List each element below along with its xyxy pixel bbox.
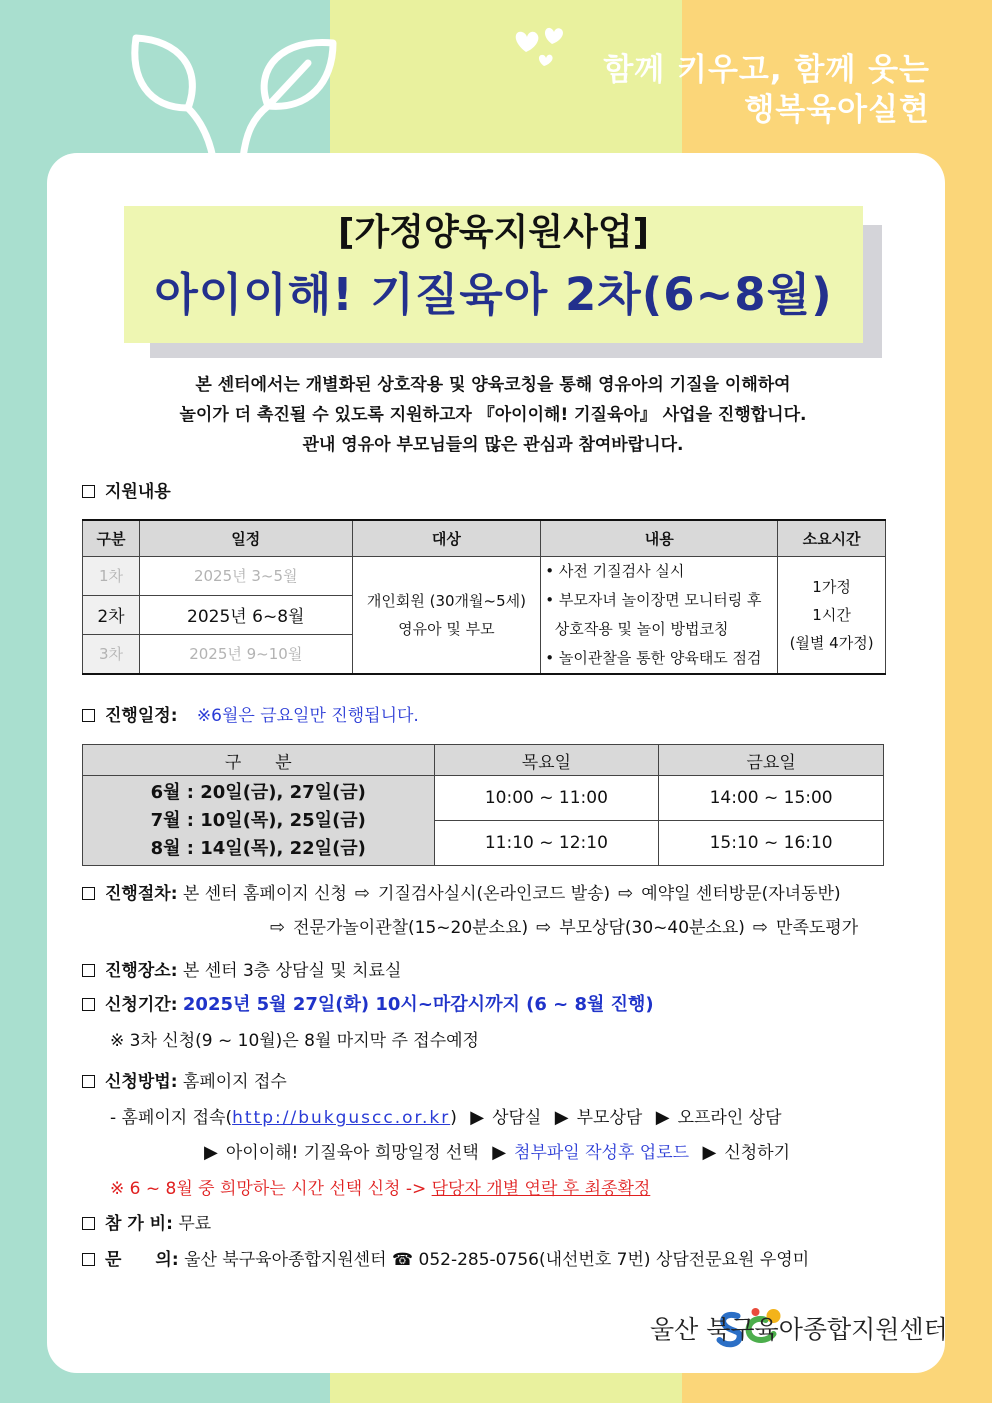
hearts-icon: [508, 22, 578, 72]
duration-line-2: 1시간: [812, 605, 851, 624]
center-logo-text: 울산 북구육아종합지원센터: [650, 1315, 948, 1344]
schedule-table-header: [83, 745, 884, 776]
triangle-right-icon: ▶: [554, 1107, 569, 1128]
procedure-step: 부모상담(30~40분소요): [559, 918, 745, 938]
apply-step: 부모상담: [576, 1108, 643, 1128]
apply-period-note: ※ 3차 신청(9 ~ 10월)은 8월 마지막 주 접수예정: [110, 1031, 479, 1051]
apply-method-label: 신청방법:: [105, 1072, 178, 1092]
procedure-line-1: [82, 883, 841, 905]
friday-slot: 14:00 ~ 15:00: [659, 776, 884, 821]
apply-period-value: 2025년 5월 27일(화) 10시~마감시까지 (6 ~ 8월 진행): [182, 994, 654, 1015]
round-cell: 3차: [83, 634, 140, 673]
arrow-right-icon: ⇨: [354, 883, 371, 904]
place-value: 본 센터 3층 상담실 및 치료실: [182, 961, 402, 981]
procedure-line-2: [262, 917, 858, 939]
dates-july: 7월 : 10일(목), 25일(금): [150, 809, 366, 831]
duration-line-3: (월별 4가정): [789, 633, 874, 652]
content-line-3: 상호작용 및 놀이 방법코칭: [545, 619, 729, 638]
homepage-link[interactable]: http://bukguscc.or.kr: [232, 1108, 451, 1128]
support-table: [82, 519, 886, 675]
fee-label: 참 가 비:: [105, 1214, 173, 1234]
apply-step: 아이이해! 기질육아 희망일정 선택: [225, 1143, 479, 1163]
col-friday: 금요일: [659, 745, 884, 776]
support-heading-label: 지원내용: [105, 482, 171, 502]
fee-value: 무료: [178, 1214, 212, 1234]
checkbox-bullet-icon: [82, 964, 95, 977]
contact-line: [82, 1249, 809, 1271]
arrow-right-icon: ⇨: [270, 917, 286, 938]
col-content: 내용: [541, 520, 778, 556]
friday-slot: 15:10 ~ 16:10: [659, 821, 884, 866]
apply-step: 신청하기: [724, 1143, 791, 1163]
place-label: 진행장소:: [105, 961, 178, 981]
dates-june: 6월 : 20일(금), 27일(금): [150, 781, 366, 803]
schedule-note: ※6월은 금요일만 진행됩니다.: [196, 706, 419, 726]
fee-line: [82, 1213, 211, 1235]
duration-line-1: 1가정: [812, 577, 851, 596]
round-cell: 1차: [83, 556, 140, 595]
triangle-right-icon: ▶: [470, 1107, 485, 1128]
triangle-right-icon: ▶: [655, 1107, 670, 1128]
place-line: [82, 960, 401, 982]
apply-period-line: [82, 994, 654, 1016]
triangle-right-icon: ▶: [492, 1142, 507, 1163]
checkbox-bullet-icon: [82, 1253, 95, 1266]
triangle-right-icon: ▶: [702, 1142, 717, 1163]
schedule-section-heading: [82, 705, 419, 727]
content-line-2: • 부모자녀 놀이장면 모니터링 후: [545, 590, 762, 609]
contact-phone: ☎ 052-285-0756(내선번호 7번) 상담전문요원 우영미: [391, 1250, 810, 1270]
col-period: 일정: [139, 520, 352, 556]
contact-label: 문 의:: [105, 1250, 179, 1270]
procedure-label: 진행절차:: [105, 884, 178, 904]
checkbox-bullet-icon: [82, 485, 95, 498]
col-division: 구 분: [83, 745, 435, 776]
table-row: [83, 776, 884, 821]
procedure-step: 만족도평가: [776, 918, 859, 938]
program-category-title: [가정양육지원사업]: [337, 212, 650, 253]
col-duration: 소요시간: [778, 520, 886, 556]
procedure-step: 예약일 센터방문(자녀동반): [641, 884, 841, 904]
apply-method-steps-1: [110, 1107, 782, 1129]
content-cell: [541, 556, 778, 674]
procedure-step: 전문가놀이관찰(15~20분소요): [293, 918, 529, 938]
checkbox-bullet-icon: [82, 1075, 95, 1088]
arrow-right-icon: ⇨: [752, 917, 769, 938]
checkbox-bullet-icon: [82, 1217, 95, 1230]
apply-warning: [110, 1178, 650, 1200]
contact-org: 울산 북구육아종합지원센터: [184, 1250, 387, 1270]
period-cell: 2025년 6~8월: [139, 595, 352, 634]
checkbox-bullet-icon: [82, 998, 95, 1011]
support-table-header: [83, 520, 886, 556]
period-cell: 2025년 9~10월: [139, 634, 352, 673]
content-line-1: • 사전 기질검사 실시: [545, 561, 685, 580]
content-line-4: • 놀이관찰을 통한 양육태도 점검: [545, 648, 762, 667]
support-section-heading: [82, 481, 171, 503]
col-round: 구분: [83, 520, 140, 556]
apply-method-line: [82, 1071, 287, 1093]
header-slogan: [603, 50, 930, 130]
apply-method-steps-2: [196, 1142, 790, 1164]
round-cell: 2차: [83, 595, 140, 634]
schedule-heading-label: 진행일정:: [105, 706, 178, 726]
col-target: 대상: [352, 520, 541, 556]
checkbox-bullet-icon: [82, 709, 95, 722]
apply-step: 상담실: [492, 1108, 542, 1128]
period-cell: 2025년 3~5월: [139, 556, 352, 595]
warning-prefix: ※ 6 ~ 8월 중 희망하는 시간 선택 신청 ->: [110, 1179, 427, 1199]
dates-august: 8월 : 14일(목), 22일(금): [150, 837, 366, 859]
procedure-step: 본 센터 홈페이지 신청: [182, 884, 347, 904]
procedure-step: 기질검사실시(온라인코드 발송): [378, 884, 611, 904]
target-cell: [352, 556, 541, 674]
warning-highlight: 담당자 개별 연락 후 최종확정: [431, 1179, 651, 1199]
slogan-line-2: 행복육아실현: [744, 92, 930, 128]
title-box: [124, 206, 863, 343]
apply-method-value: 홈페이지 접수: [182, 1072, 287, 1092]
arrow-right-icon: ⇨: [618, 883, 634, 904]
program-title: 아이이해! 기질육아 2차(6~8월): [154, 268, 833, 321]
intro-line-2: 놀이가 더 촉진될 수 있도록 지원하고자 『아이이해! 기질육아』 사업을 진행합니다.: [179, 405, 807, 425]
schedule-table: [82, 744, 884, 866]
triangle-right-icon: ▶: [204, 1142, 218, 1163]
arrow-right-icon: ⇨: [536, 917, 552, 938]
checkbox-bullet-icon: [82, 887, 95, 900]
dates-cell: [83, 776, 435, 866]
leaves-icon: [118, 18, 348, 160]
apply-step-upload: 첨부파일 작성후 업로드: [514, 1143, 690, 1163]
apply-period-label: 신청기간:: [105, 995, 178, 1015]
thursday-slot: 10:00 ~ 11:00: [434, 776, 659, 821]
duration-cell: [778, 556, 886, 674]
intro-line-3: 관내 영유아 부모님들의 많은 관심과 참여바랍니다.: [302, 435, 684, 455]
slogan-line-1: 함께 키우고, 함께 웃는: [603, 52, 930, 88]
apply-step-suffix: ): [450, 1108, 457, 1128]
intro-text: [90, 370, 896, 460]
target-line-1: 개인회원 (30개월~5세): [366, 591, 526, 610]
target-line-2: 영유아 및 부모: [398, 619, 495, 638]
table-row: [83, 556, 886, 595]
col-thursday: 목요일: [434, 745, 659, 776]
thursday-slot: 11:10 ~ 12:10: [434, 821, 659, 866]
intro-line-1: 본 센터에서는 개별화된 상호작용 및 양육코칭을 통해 영유아의 기질을 이해하여: [195, 375, 791, 395]
apply-step: 오프라인 상담: [677, 1108, 782, 1128]
apply-step-prefix: - 홈페이지 접속(: [110, 1108, 233, 1128]
